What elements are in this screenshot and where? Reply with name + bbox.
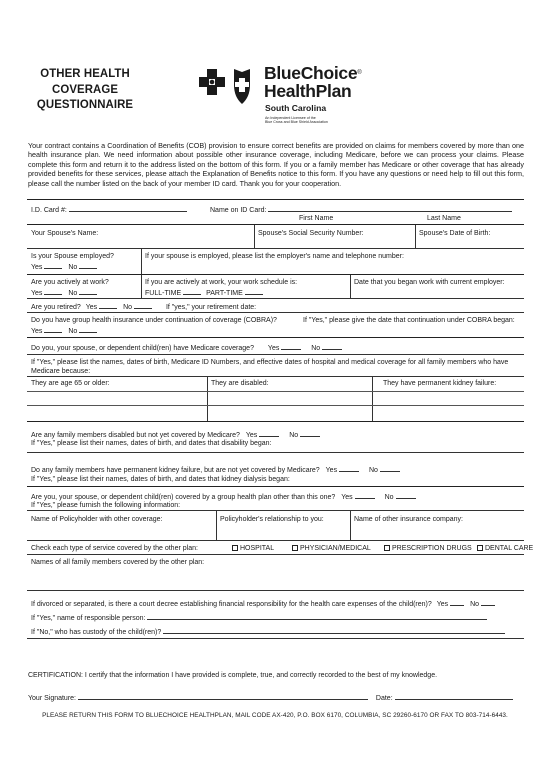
disabled-label: They are disabled: <box>211 380 269 387</box>
title-line-3: QUESTIONNAIRE <box>36 97 134 111</box>
responsible-label: If "Yes," name of responsible person: <box>31 615 146 622</box>
family-names-label: Names of all family members covered by the other plan: <box>31 559 205 566</box>
divorce-no-label: No <box>470 601 480 608</box>
return-address-footer: PLEASE RETURN THIS FORM TO BLUECHOICE HEALTHPLAN, MAIL CODE AX-420, P.O. BOX 6170, COLUMBIA, SC 29260-6170 OR FAX TO 803-714-6443. <box>42 712 508 719</box>
retired-row <box>27 298 524 312</box>
disabled-yes-input[interactable] <box>259 430 279 437</box>
work-schedule-label: If you are actively at work, your work schedule is: <box>145 279 298 286</box>
disabled-list-label: If "Yes," please list their names, dates of birth, and dates that disability began: <box>31 440 272 447</box>
medicare-no-label: No <box>311 345 321 352</box>
tagline-line-2: Blue Cross and Blue Shield Association <box>265 120 328 125</box>
divorce-question: If divorced or separated, is there a court decree establishing financial responsibility for the health care expenses of the child(ren)? <box>31 601 432 608</box>
retired-yes-input[interactable] <box>99 302 117 309</box>
physician-checkbox[interactable] <box>292 545 298 551</box>
policyholder-label: Name of Policyholder with other coverage: <box>31 516 163 523</box>
spouse-employed-label: Is your Spouse employed? <box>31 253 114 260</box>
kidney-list-label: If "Yes," please list their names, dates of birth, and dates that kidney dialysis began: <box>31 476 290 483</box>
title-line-1: OTHER HEALTH <box>40 66 130 80</box>
medicare-row <box>27 337 524 354</box>
prescription-label: PRESCRIPTION DRUGS <box>392 545 472 552</box>
spouse-ssn-label: Spouse's Social Security Number: <box>258 230 364 237</box>
brand-tagline <box>265 116 385 125</box>
physician-label: PHYSICIAN/MEDICAL <box>300 545 371 552</box>
disabled-question: Are any family members disabled but not yet covered by Medicare? <box>31 432 240 439</box>
cobra-row <box>27 312 524 337</box>
hospital-checkbox[interactable] <box>232 545 238 551</box>
spouse-employed-no-label: No <box>68 264 78 271</box>
other-plan-no-input[interactable] <box>396 492 416 499</box>
title-line-2: COVERAGE <box>52 81 119 96</box>
spouse-row <box>27 224 524 248</box>
certification: CERTIFICATION: I certify that the information I have provided is complete, true, and correctly recorded to the best of my knowledge. <box>28 672 438 679</box>
retired-no-input[interactable] <box>134 302 152 309</box>
active-work-no-label: No <box>68 290 78 297</box>
registered-mark: ® <box>357 70 362 76</box>
date-label: Date: <box>375 695 393 702</box>
bluechoice-logo <box>198 64 398 134</box>
full-time-label: FULL-TIME <box>145 290 182 297</box>
divorce-no-input[interactable] <box>481 599 495 606</box>
divorce-yes-label: Yes <box>436 601 449 608</box>
kidney-yes-input[interactable] <box>339 465 359 472</box>
questionnaire-form <box>27 199 534 639</box>
tagline-line-1: An Independent Licensee of the <box>265 116 316 120</box>
prescription-checkbox[interactable] <box>384 545 390 551</box>
other-plan-no-label: No <box>384 494 394 501</box>
responsible-input[interactable] <box>147 613 487 620</box>
kidney-no-label: No <box>368 467 378 474</box>
intro-paragraph: Your contract contains a Coordination of Benefits (COB) provision to ensure correct benefits are provided on claims for members covered by more than one health insurance plan. We need information about possible other insurance coverage, including Medicare, before we can process your claims. Please complete this form and return it to the address listed on the bottom of this form. If you or a family member has Medicare or other coverage that has already provided benefits for these services, please attach the Explanation of Benefits notice to this form. If you have any questions or need help to fill out this form, please call the number listed on the back of your member ID card. Thank you for your cooperation. <box>28 141 524 188</box>
medicare-question: Do you, your spouse, or dependent child(ren) have Medicare coverage? <box>31 345 254 352</box>
spouse-name-label: Your Spouse's Name: <box>31 230 99 237</box>
other-plan-question: Are you, your spouse, or dependent child(ren) covered by a group health plan other than this one? <box>31 494 336 501</box>
disabled-no-input[interactable] <box>300 430 320 437</box>
cobra-yes-label: Yes <box>31 328 43 335</box>
age-65-label: They are age 65 or older: <box>31 380 110 387</box>
id-card-row <box>27 199 524 224</box>
date-input[interactable] <box>395 693 513 700</box>
employment-date-label: Date that you began work with current employer: <box>354 279 505 286</box>
medicare-table <box>27 376 524 421</box>
dental-label: DENTAL CARE <box>485 545 534 552</box>
relationship-label: Policyholder's relationship to you: <box>220 516 324 523</box>
brand-region: South Carolina <box>265 103 327 113</box>
other-plan-yes-label: Yes <box>341 494 353 501</box>
active-work-yes-label: Yes <box>31 290 43 297</box>
medicare-info-row <box>27 354 524 376</box>
medicare-info: If "Yes," please list the names, dates of birth, Medicare ID Numbers, and effective dates of hospital and medical coverage for all family members who have Medicare because: <box>31 359 509 375</box>
signature-input[interactable] <box>78 693 368 700</box>
active-work-yes-input[interactable] <box>44 288 62 295</box>
dental-checkbox[interactable] <box>477 545 483 551</box>
spouse-employer-label: If your spouse is employed, please list the employer's name and telephone number: <box>145 253 404 260</box>
id-card-input[interactable] <box>69 205 187 212</box>
brand-name-1: BlueChoice <box>264 63 358 83</box>
divorce-yes-input[interactable] <box>450 599 464 606</box>
cobra-no-input[interactable] <box>79 326 97 333</box>
retired-yes-label: Yes <box>85 304 98 311</box>
disabled-yes-label: Yes <box>245 432 258 439</box>
active-work-label: Are you actively at work? <box>31 279 109 286</box>
active-work-row <box>27 274 524 298</box>
service-type-label: Check each type of service covered by the other plan: <box>31 545 198 552</box>
part-time-label: PART-TIME <box>206 290 243 297</box>
disabled-no-label: No <box>289 432 299 439</box>
cobra-no-label: No <box>68 328 78 335</box>
full-time-input[interactable] <box>183 288 201 295</box>
other-plan-yes-input[interactable] <box>355 492 375 499</box>
kidney-label: They have permanent kidney failure: <box>383 380 497 387</box>
part-time-input[interactable] <box>245 288 263 295</box>
kidney-question: Do any family members have permanent kidney failure, but are not yet covered by Medicare? <box>31 467 320 474</box>
signature-row <box>28 693 524 702</box>
hospital-label: HOSPITAL <box>240 545 275 552</box>
medicare-no-input[interactable] <box>322 343 342 350</box>
spouse-employed-yes-input[interactable] <box>44 262 62 269</box>
id-card-label: I.D. Card #: <box>31 207 67 214</box>
spouse-employed-row <box>27 248 524 274</box>
active-work-no-input[interactable] <box>79 288 97 295</box>
medicare-yes-label: Yes <box>267 345 280 352</box>
divorce-row <box>27 590 524 639</box>
form-title <box>28 66 142 113</box>
other-plan-row <box>27 486 524 510</box>
cobra-yes-input[interactable] <box>44 326 62 333</box>
first-name-label: First Name <box>299 215 334 222</box>
retired-no-label: No <box>123 304 133 311</box>
brand-name-2: HealthPlan <box>264 81 352 101</box>
retirement-date-label: If "yes," your retirement date: <box>165 304 257 311</box>
cobra-label: Do you have group health insurance under continuation of coverage (COBRA)? <box>31 317 277 324</box>
policyholder-row <box>27 510 524 540</box>
disabled-row <box>27 421 524 452</box>
last-name-label: Last Name <box>427 215 461 222</box>
name-on-card-input[interactable] <box>268 205 512 212</box>
custody-input[interactable] <box>163 627 505 634</box>
retired-label: Are you retired? <box>31 304 81 311</box>
kidney-row <box>27 452 524 486</box>
custody-label: If "No," who has custody of the child(ren)? <box>31 629 162 636</box>
spouse-employed-yes-label: Yes <box>31 264 43 271</box>
signature-label: Your Signature: <box>28 695 76 702</box>
spouse-dob-label: Spouse's Date of Birth: <box>419 230 491 237</box>
cobra-date-label: If "Yes," please give the date that continuation under COBRA began: <box>303 317 515 324</box>
name-on-card-label: Name on ID Card: <box>210 207 267 214</box>
service-type-row <box>27 540 534 554</box>
medicare-yes-input[interactable] <box>281 343 301 350</box>
family-names-row <box>27 554 524 590</box>
other-company-label: Name of other insurance company: <box>354 516 463 523</box>
spouse-employed-no-input[interactable] <box>79 262 97 269</box>
kidney-yes-label: Yes <box>325 467 338 474</box>
cross-shield-icon <box>198 66 260 108</box>
other-plan-info: If "Yes," please furnish the following information: <box>31 502 181 509</box>
kidney-no-input[interactable] <box>380 465 400 472</box>
